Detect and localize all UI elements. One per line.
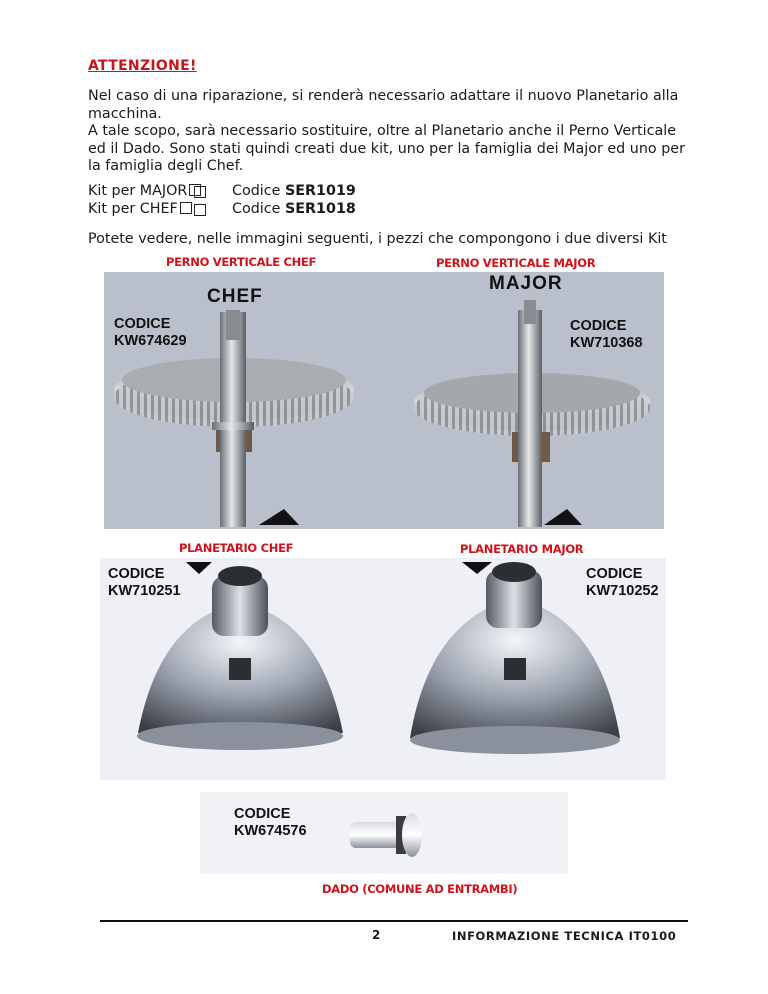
- caption-planetario-chef: PLANETARIO CHEF: [179, 541, 294, 555]
- checkbox-icon: [194, 186, 206, 198]
- kit-label: Kit per CHEF: [88, 201, 178, 217]
- footer-rule: [100, 920, 688, 922]
- code-value: KW710368: [570, 335, 643, 351]
- photo-label-chef: CHEF: [207, 286, 263, 307]
- paragraph-line: macchina.: [88, 105, 162, 122]
- kit-code-prefix: Codice: [232, 183, 281, 199]
- intro-line: Potete vedere, nelle immagini seguenti, i pezzi che compongono i due diversi Kit: [88, 231, 667, 247]
- caption-planetario-major: PLANETARIO MAJOR: [460, 542, 584, 556]
- photo-planetario: [100, 558, 666, 780]
- code-label-dado: [234, 806, 307, 840]
- paragraph-line: A tale scopo, sarà necessario sostituire, oltre al Planetario anche il Perno Verticale: [88, 123, 676, 139]
- code-label-planetario-chef: [108, 566, 181, 600]
- code-title: CODICE: [586, 566, 643, 582]
- page-heading: ATTENZIONE!: [88, 58, 197, 74]
- code-value: KW710252: [586, 583, 659, 599]
- code-value: KW674629: [114, 333, 187, 349]
- code-title: CODICE: [234, 806, 291, 822]
- kit-code: [232, 200, 356, 218]
- kit-row-chef: [88, 200, 356, 218]
- footer-doc-title: INFORMAZIONE TECNICA IT0100: [452, 929, 677, 943]
- kit-code: [232, 182, 356, 200]
- code-label-planetario-major: [586, 566, 659, 600]
- kit-code-prefix: Codice: [232, 201, 281, 217]
- kit-code-value: SER1018: [284, 201, 356, 217]
- code-label-perno-major: [570, 318, 643, 352]
- caption-perno-major: PERNO VERTICALE MAJOR: [436, 256, 596, 270]
- paragraph-line: ed il Dado. Sono stati quindi creati due kit, uno per la famiglia dei Major ed uno per: [88, 140, 685, 157]
- page-number: 2: [372, 928, 381, 942]
- checkbox-icon: [194, 204, 206, 216]
- intro-paragraph: [88, 88, 688, 176]
- paragraph-line: la famiglia degli Chef.: [88, 158, 244, 174]
- gear-shafts-illustration: [104, 272, 664, 529]
- kit-row-major: [88, 182, 356, 200]
- kit-code-value: SER1019: [284, 183, 356, 199]
- code-label-perno-chef: [114, 316, 187, 350]
- checkbox-icon: [180, 202, 192, 214]
- code-value: KW710251: [108, 583, 181, 599]
- photo-dado: [200, 792, 568, 874]
- photo-perno: [104, 272, 664, 529]
- code-title: CODICE: [108, 566, 165, 582]
- code-title: CODICE: [114, 316, 171, 332]
- code-title: CODICE: [570, 318, 627, 334]
- caption-perno-chef: PERNO VERTICALE CHEF: [166, 255, 317, 269]
- paragraph-line: Nel caso di una riparazione, si renderà necessario adattare il nuovo Planetario alla: [88, 88, 679, 104]
- photo-label-major: MAJOR: [489, 273, 563, 294]
- planetario-illustration: [100, 558, 666, 780]
- code-value: KW674576: [234, 823, 307, 839]
- caption-dado: DADO (COMUNE AD ENTRAMBI): [322, 882, 518, 896]
- kit-label: Kit per MAJOR: [88, 183, 188, 199]
